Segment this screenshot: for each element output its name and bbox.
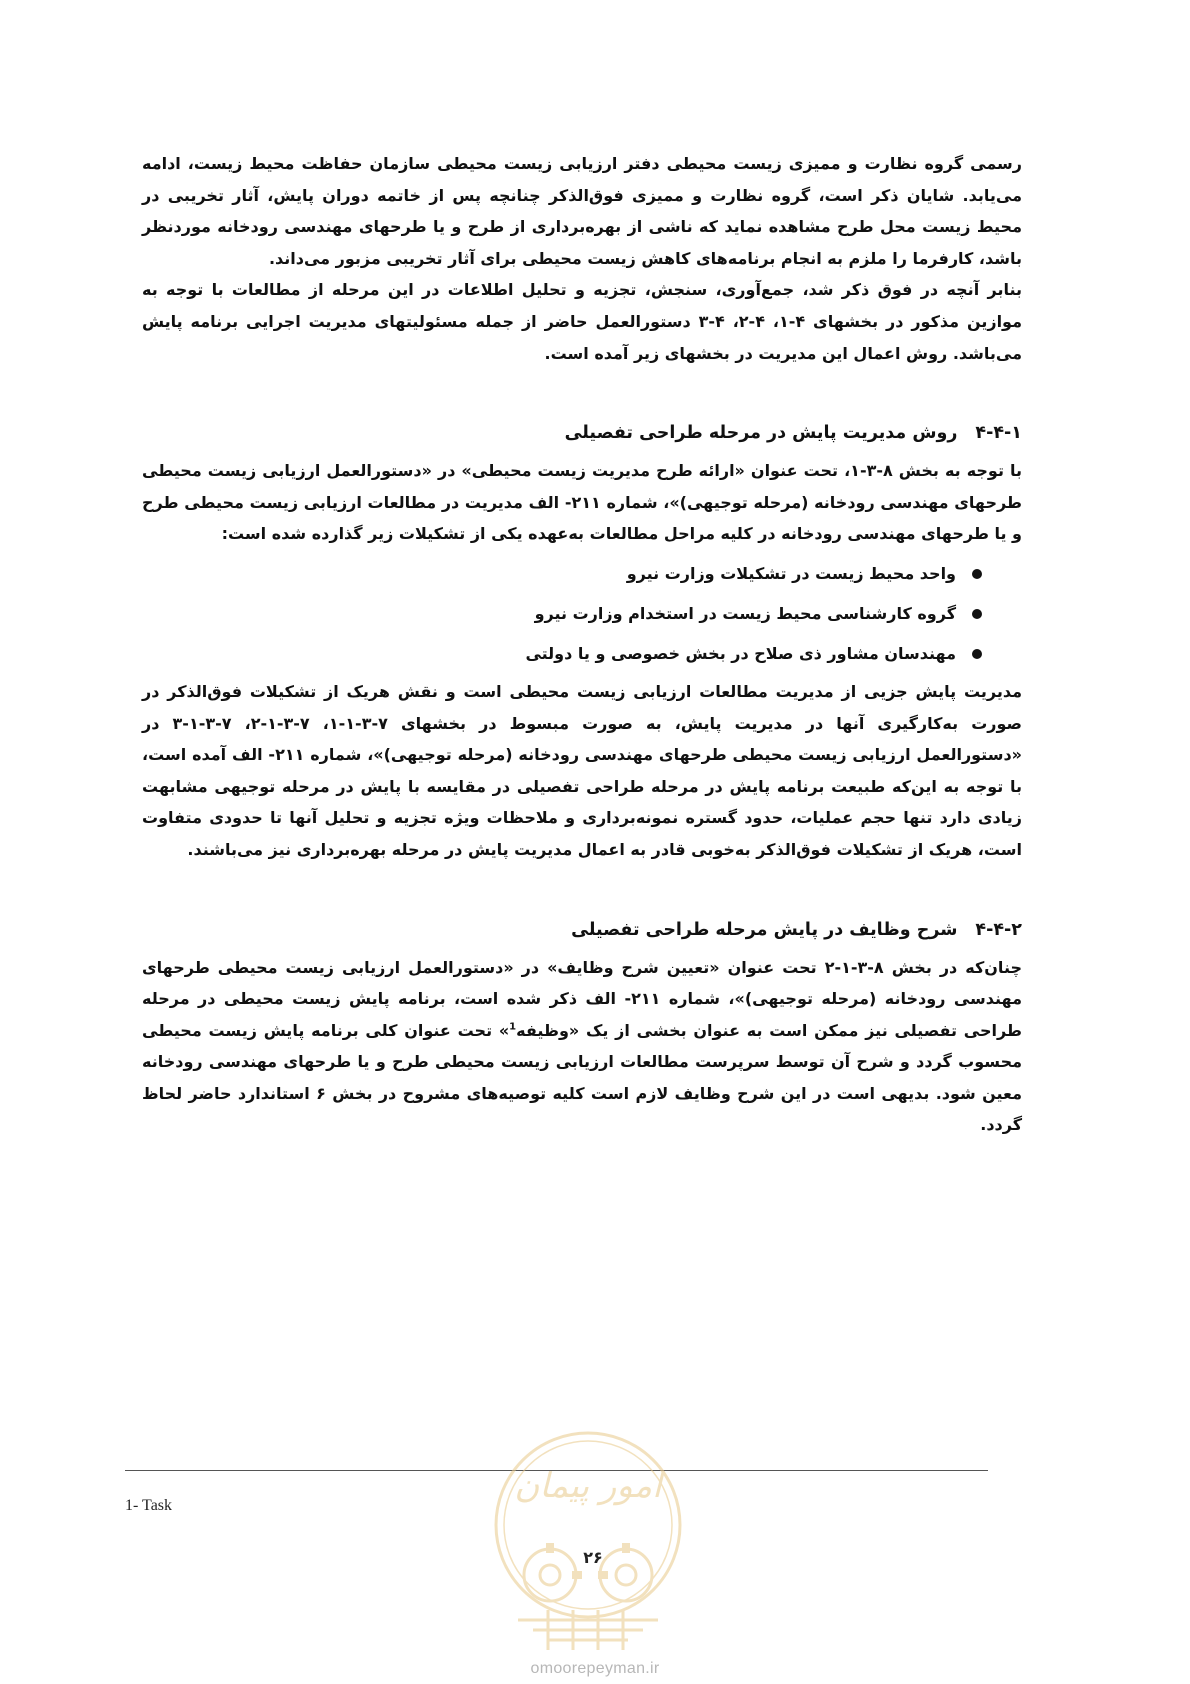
section-number: ۴-۴-۱ <box>975 423 1022 444</box>
list-item: مهندسان مشاور ذی صلاح در بخش خصوصی و یا دولتی <box>142 634 982 674</box>
paragraph-1: رسمی گروه نظارت و ممیزی زیست محیطی دفتر ارزیابی زیست محیطی سازمان حفاظت محیط زیست، ادامه می‌یابد. شایان ذکر است، گروه نظارت و ممیزی فوق‌الذکر چنانچه پس از خاتمه دوران پایش، آثار تخریبی در محیط زیست محل طرح مشاهده نماید که ناشی از بهره‌برداری از طرح و یا طرحهای مهندسی رودخانه موردنظر باشد، کارفرما را ملزم به انجام برنامه‌های کاهش زیست محیطی برای آثار تخریبی مزبور می‌داند. <box>142 154 1022 268</box>
watermark-logo-icon <box>488 1425 688 1655</box>
footnote-marker: 1 <box>509 1021 517 1033</box>
body-text <box>142 148 1022 1141</box>
footnote: 1- Task <box>125 1497 173 1514</box>
section-heading-4-4-1 <box>142 415 1022 451</box>
section-title: شرح وظایف در پایش مرحله طراحی تفصیلی <box>571 919 958 940</box>
page-number: ۲۶ <box>583 1548 603 1567</box>
watermark-logo-text: امور پیمان <box>514 1466 662 1506</box>
paragraph-2: بنابر آنچه در فوق ذکر شد، جمع‌آوری، سنجش، تجزیه و تحلیل اطلاعات در این مرحله از مطالعات با توجه به موازین مذکور در بخشهای ۴-۱، ۴-۲، ۴-۳ دستورالعمل حاضر از جمله مسئولیتهای مدیریت اجرایی برنامه پایش می‌باشد. روش اعمال این مدیریت در بخشهای زیر آمده است. <box>142 280 1022 363</box>
section-gap <box>142 866 1022 912</box>
section-number: ۴-۴-۲ <box>975 919 1022 940</box>
organization-list <box>142 554 1022 674</box>
paragraph-5: چنان‌که در بخش ۸-۳-۱-۲ تحت عنوان «تعیین شرح وظایف» در «دستورالعمل ارزیابی زیست محیطی طرحهای مهندسی رودخانه (مرحله توجیهی)»، شماره ۲۱۱- الف ذکر شده است، برنامه پایش زیست محیطی در مرحله طراحی تفصیلی نیز ممکن است به عنوان بخشی از یک «وظیفه$^1$» تحت عنوان کلی برنامه پایش زیست محیطی محسوب گردد و شرح آن توسط سرپرست مطالعات ارزیابی زیست محیطی طرح و یا طرحهای مهندسی رودخانه معین شود. بدیهی است در این شرح وظایف لازم است کلیه توصیه‌های مشروح در بخش ۶ استاندارد حاضر لحاظ گردد. <box>142 957 1023 1135</box>
paragraph-4: مدیریت پایش جزیی از مدیریت مطالعات ارزیابی زیست محیطی است و نقش هریک از تشکیلات فوق‌الذکر در صورت به‌کارگیری آنها در مدیریت پایش، به صورت مبسوط در بخشهای ۷-۳-۱-۱، ۷-۳-۱-۲، ۷-۳-۱-۳ در «دستورالعمل ارزیابی زیست محیطی طرحهای مهندسی رودخانه (مرحله توجیهی)»، شماره ۲۱۱- الف آمده است، با توجه به این‌که طبیعت برنامه پایش در مرحله طراحی تفصیلی در مقایسه با پایش در مرحله توجیهی مشابهت زیادی دارد تنها حجم عملیات، حدود گستره نمونه‌برداری و ملاحظات ویژه تجزیه و تحلیل آنها تا حدودی متفاوت است، هریک از تشکیلات فوق‌الذکر به‌خوبی قادر به اعمال مدیریت پایش در مرحله بهره‌برداری نیز می‌باشند. <box>142 681 1023 859</box>
paragraph-3: با توجه به بخش ۸-۳-۱، تحت عنوان «ارائه طرح مدیریت زیست محیطی» در «دستورالعمل ارزیابی زیست محیطی طرحهای مهندسی رودخانه (مرحله توجیهی)»، شماره ۲۱۱- الف مدیریت در مطالعات ارزیابی زیست محیطی طرح و یا طرحهای مهندسی رودخانه در کلیه مراحل مطالعات به‌عهده یکی از تشکیلات زیر گذارده شده است: <box>142 461 1023 544</box>
bullet-icon <box>972 569 982 579</box>
list-item: گروه کارشناسی محیط زیست در استخدام وزارت نیرو <box>142 594 982 634</box>
section-title: روش مدیریت پایش در مرحله طراحی تفصیلی <box>564 423 958 444</box>
bullet-icon <box>972 649 982 659</box>
list-item: واحد محیط زیست در تشکیلات وزارت نیرو <box>142 554 982 594</box>
section-heading-4-4-2 <box>142 912 1022 948</box>
watermark-site: omoorepeyman.ir <box>530 1660 660 1677</box>
bullet-icon <box>972 609 982 619</box>
section-gap <box>142 369 1022 415</box>
